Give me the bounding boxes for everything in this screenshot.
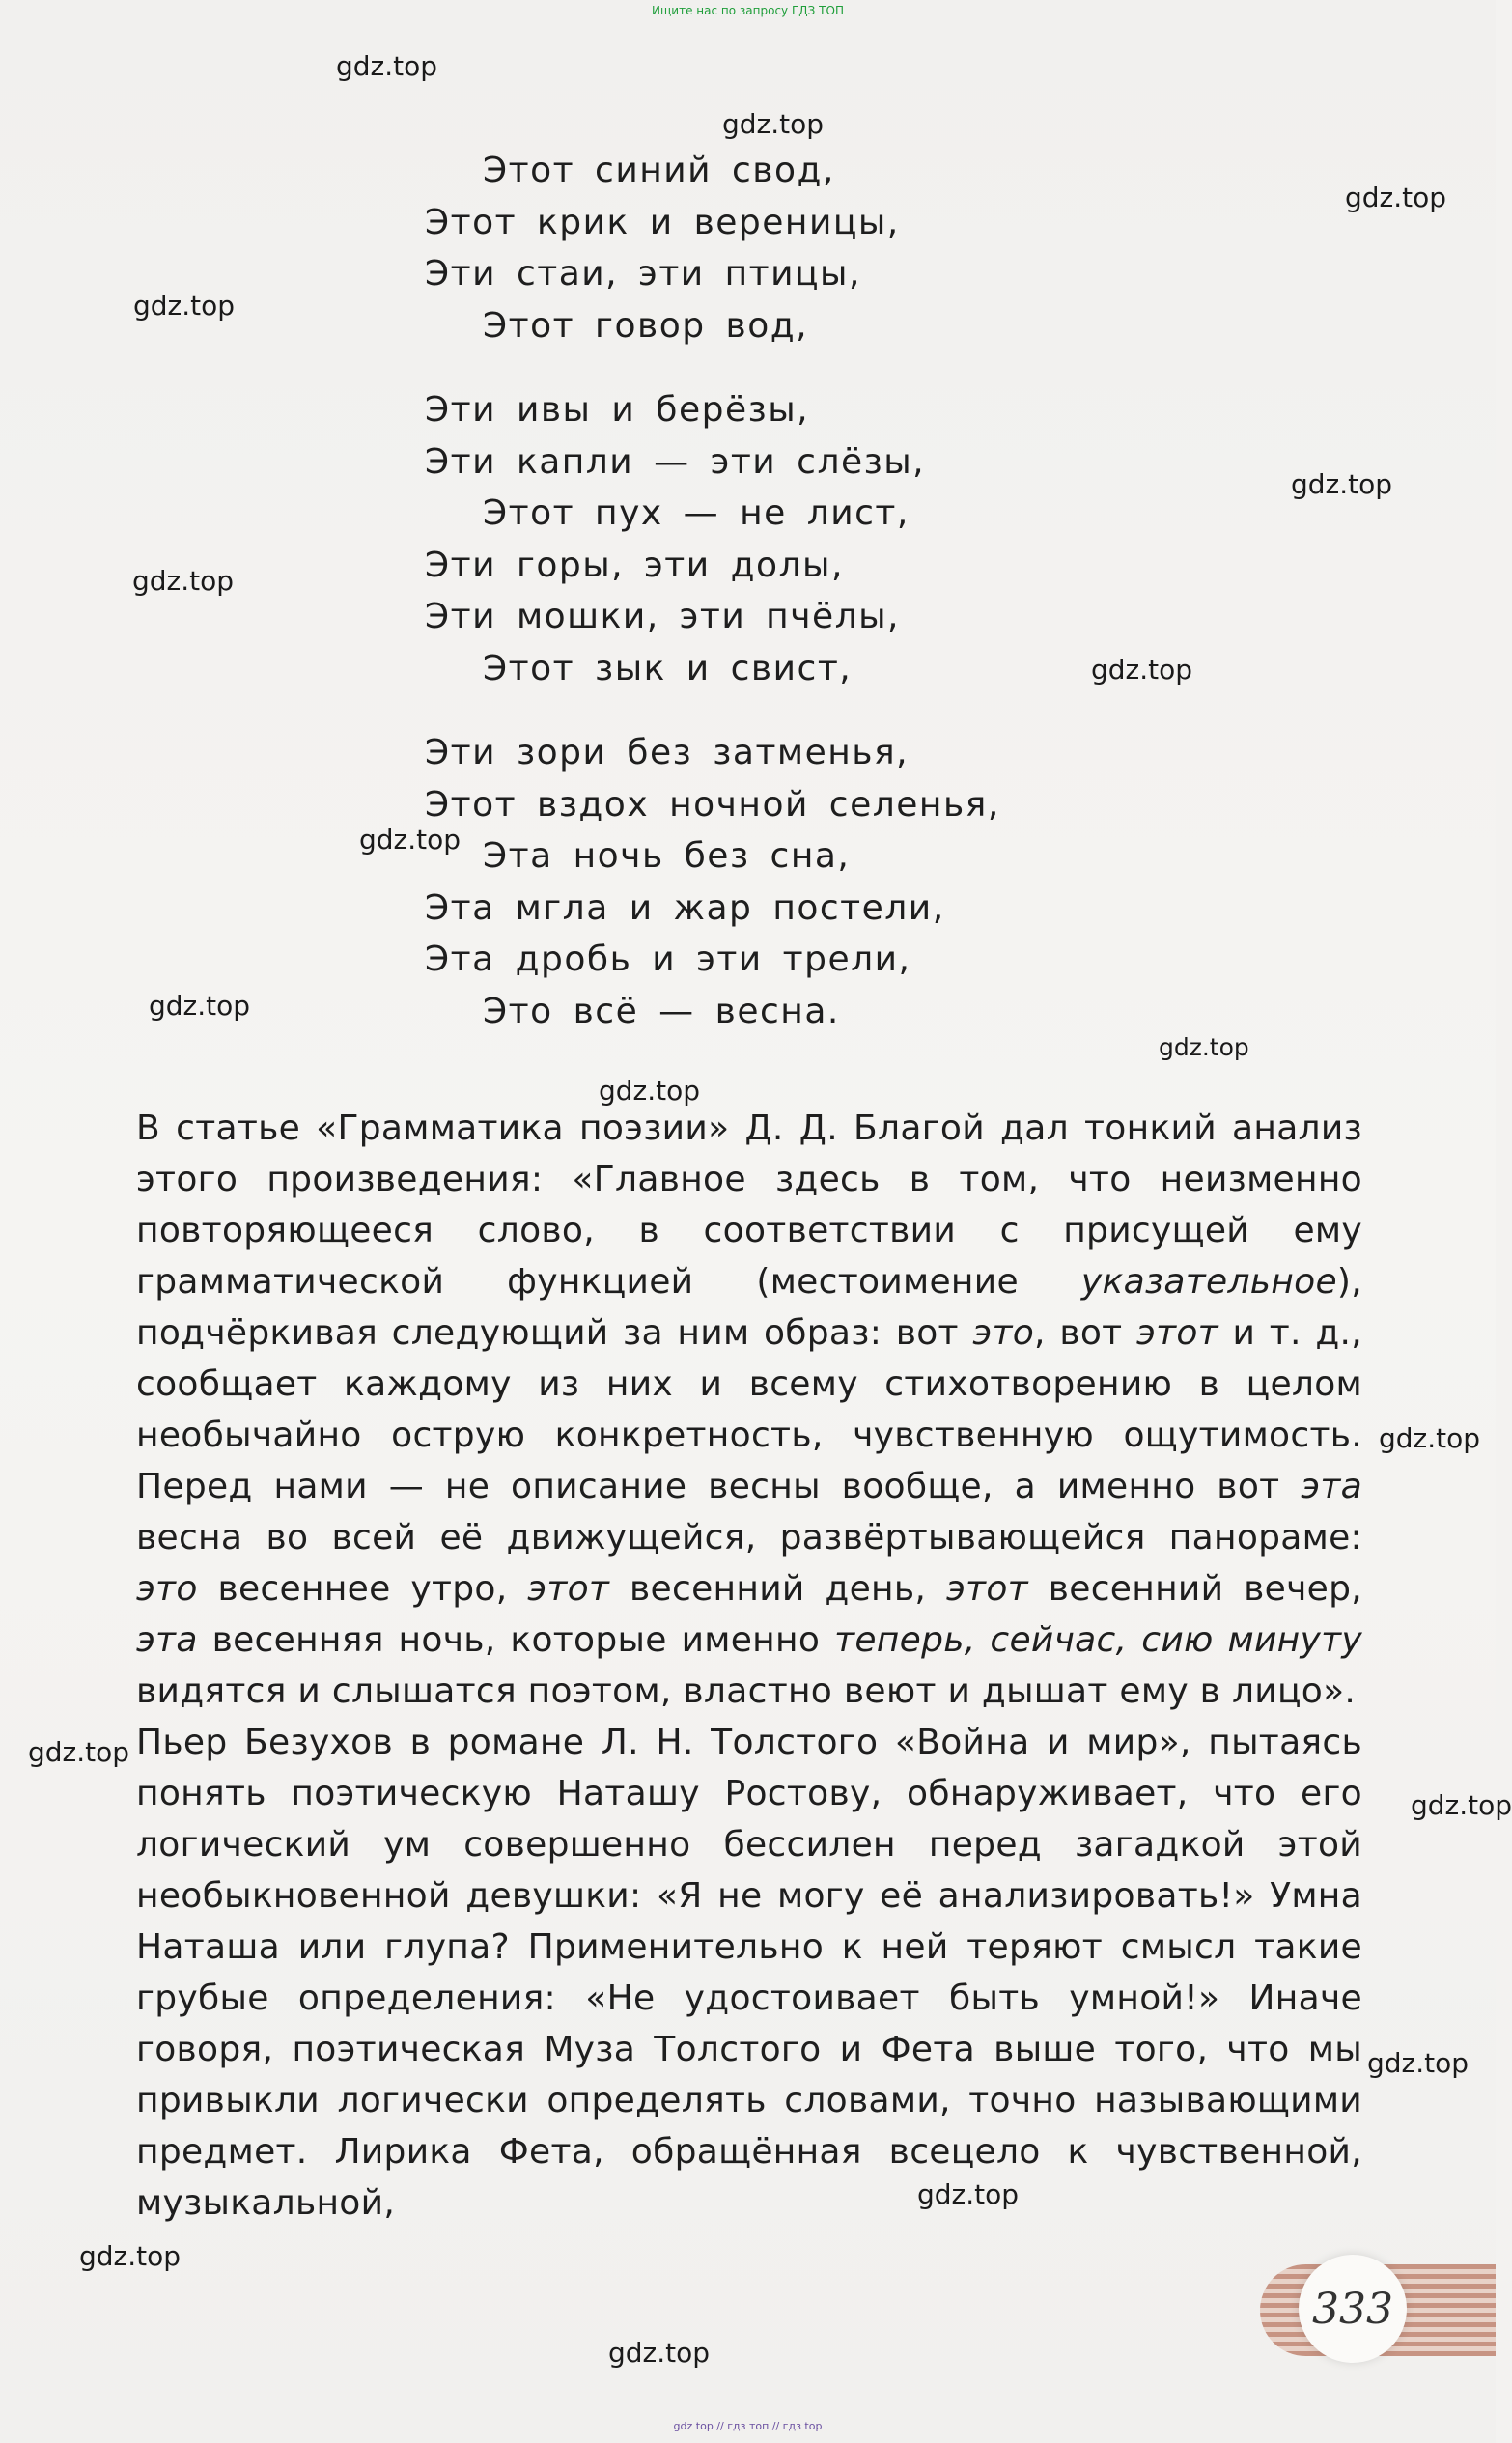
poem-line: Этот пух — не лист, <box>483 493 910 533</box>
poem-line: Эта мгла и жар постели, <box>425 887 945 928</box>
stanza-gap <box>425 351 1101 384</box>
page-number: 333 <box>1299 2255 1407 2363</box>
watermark: gdz.top <box>1379 1422 1481 1454</box>
stanza-gap <box>425 694 1101 727</box>
poem-line: Эта ночь без сна, <box>483 836 851 876</box>
watermark: gdz.top <box>79 2240 182 2272</box>
poem-line: Эти капли — эти слёзы, <box>425 441 926 482</box>
watermark: gdz.top <box>149 990 251 1022</box>
poem-line: Эти стаи, эти птицы, <box>425 254 861 294</box>
watermark: gdz.top <box>917 2178 1020 2210</box>
footer-banner: gdz top // гдз топ // гдз top <box>673 2420 823 2432</box>
watermark: gdz.top <box>359 824 462 856</box>
poem-line: Этот вздох ночной селенья, <box>425 784 1000 825</box>
poem <box>425 145 1101 1037</box>
poem-line: Этот зык и свист, <box>483 648 853 688</box>
poem-line: Этот крик и вереницы, <box>425 202 900 242</box>
article-text <box>136 1103 1362 2229</box>
watermark: gdz.top <box>28 1736 130 1768</box>
poem-line: Этот говор вод, <box>483 305 809 346</box>
poem-line: Эти ивы и берёзы, <box>425 390 810 430</box>
header-banner: Ищите нас по запросу ГДЗ ТОП <box>652 4 844 17</box>
poem-line: Это всё — весна. <box>483 991 840 1031</box>
watermark: gdz.top <box>1091 654 1193 686</box>
poem-line: Этот синий свод, <box>483 151 835 190</box>
paragraph-1: В статье «Грамматика поэзии» Д. Д. Благой дал тонкий анализ этого произведения: «Главное здесь в том, что неизменно повторяющееся слово, в соответствии с присущей ему грамматической функцией (местоимение указательное), подчёркивая следующий за ним образ: вот это, вот этот и т. д., сообщает каждому из них и всему стихотворению в целом необычайно острую конкретность, чувственную ощутимость. Перед нами — не описание весны вообще, а именно вот эта весна во всей её движущейся, развёртывающейся панораме: это весеннее утро, этот весенний день, этот весенний вечер, эта весенняя ночь, которые именно теперь, сейчас, сию минуту видятся и слышатся поэтом, властно веют и дышат ему в лицо». <box>136 1109 1363 1711</box>
watermark: gdz.top <box>336 50 438 82</box>
watermark: gdz.top <box>1345 182 1447 213</box>
watermark: gdz.top <box>133 290 236 322</box>
watermark: gdz.top <box>1411 1789 1512 1821</box>
poem-line: Эти горы, эти долы, <box>425 545 844 585</box>
watermark: gdz.top <box>1159 1033 1249 1061</box>
poem-line: Эти зори без затменья, <box>425 733 910 772</box>
poem-line: Эта дробь и эти трели, <box>425 940 911 979</box>
watermark: gdz.top <box>608 2337 711 2369</box>
watermark: gdz.top <box>1367 2047 1470 2079</box>
poem-line: Эти мошки, эти пчёлы, <box>425 597 900 636</box>
paragraph-2: Пьер Безухов в романе Л. Н. Толстого «Война и мир», пытаясь понять поэтическую Наташу Ростову, обнаруживает, что его логический ум совершенно бессилен перед загадкой этой необыкновенной девушки: «Я не могу её анализировать!» Умна Наташа или глупа? Применительно к ней теряют смысл такие грубые определения: «Не удостоивает быть умной!» Иначе говоря, поэтическая Муза Толстого и Фета выше того, что мы привыкли логически определять словами, точно называющими предмет. Лирика Фета, обращённая всецело к чувственной, музыкальной, <box>136 1723 1362 2223</box>
watermark: gdz.top <box>1291 468 1393 500</box>
watermark: gdz.top <box>132 565 235 597</box>
watermark: gdz.top <box>722 108 825 140</box>
watermark: gdz.top <box>599 1075 701 1107</box>
